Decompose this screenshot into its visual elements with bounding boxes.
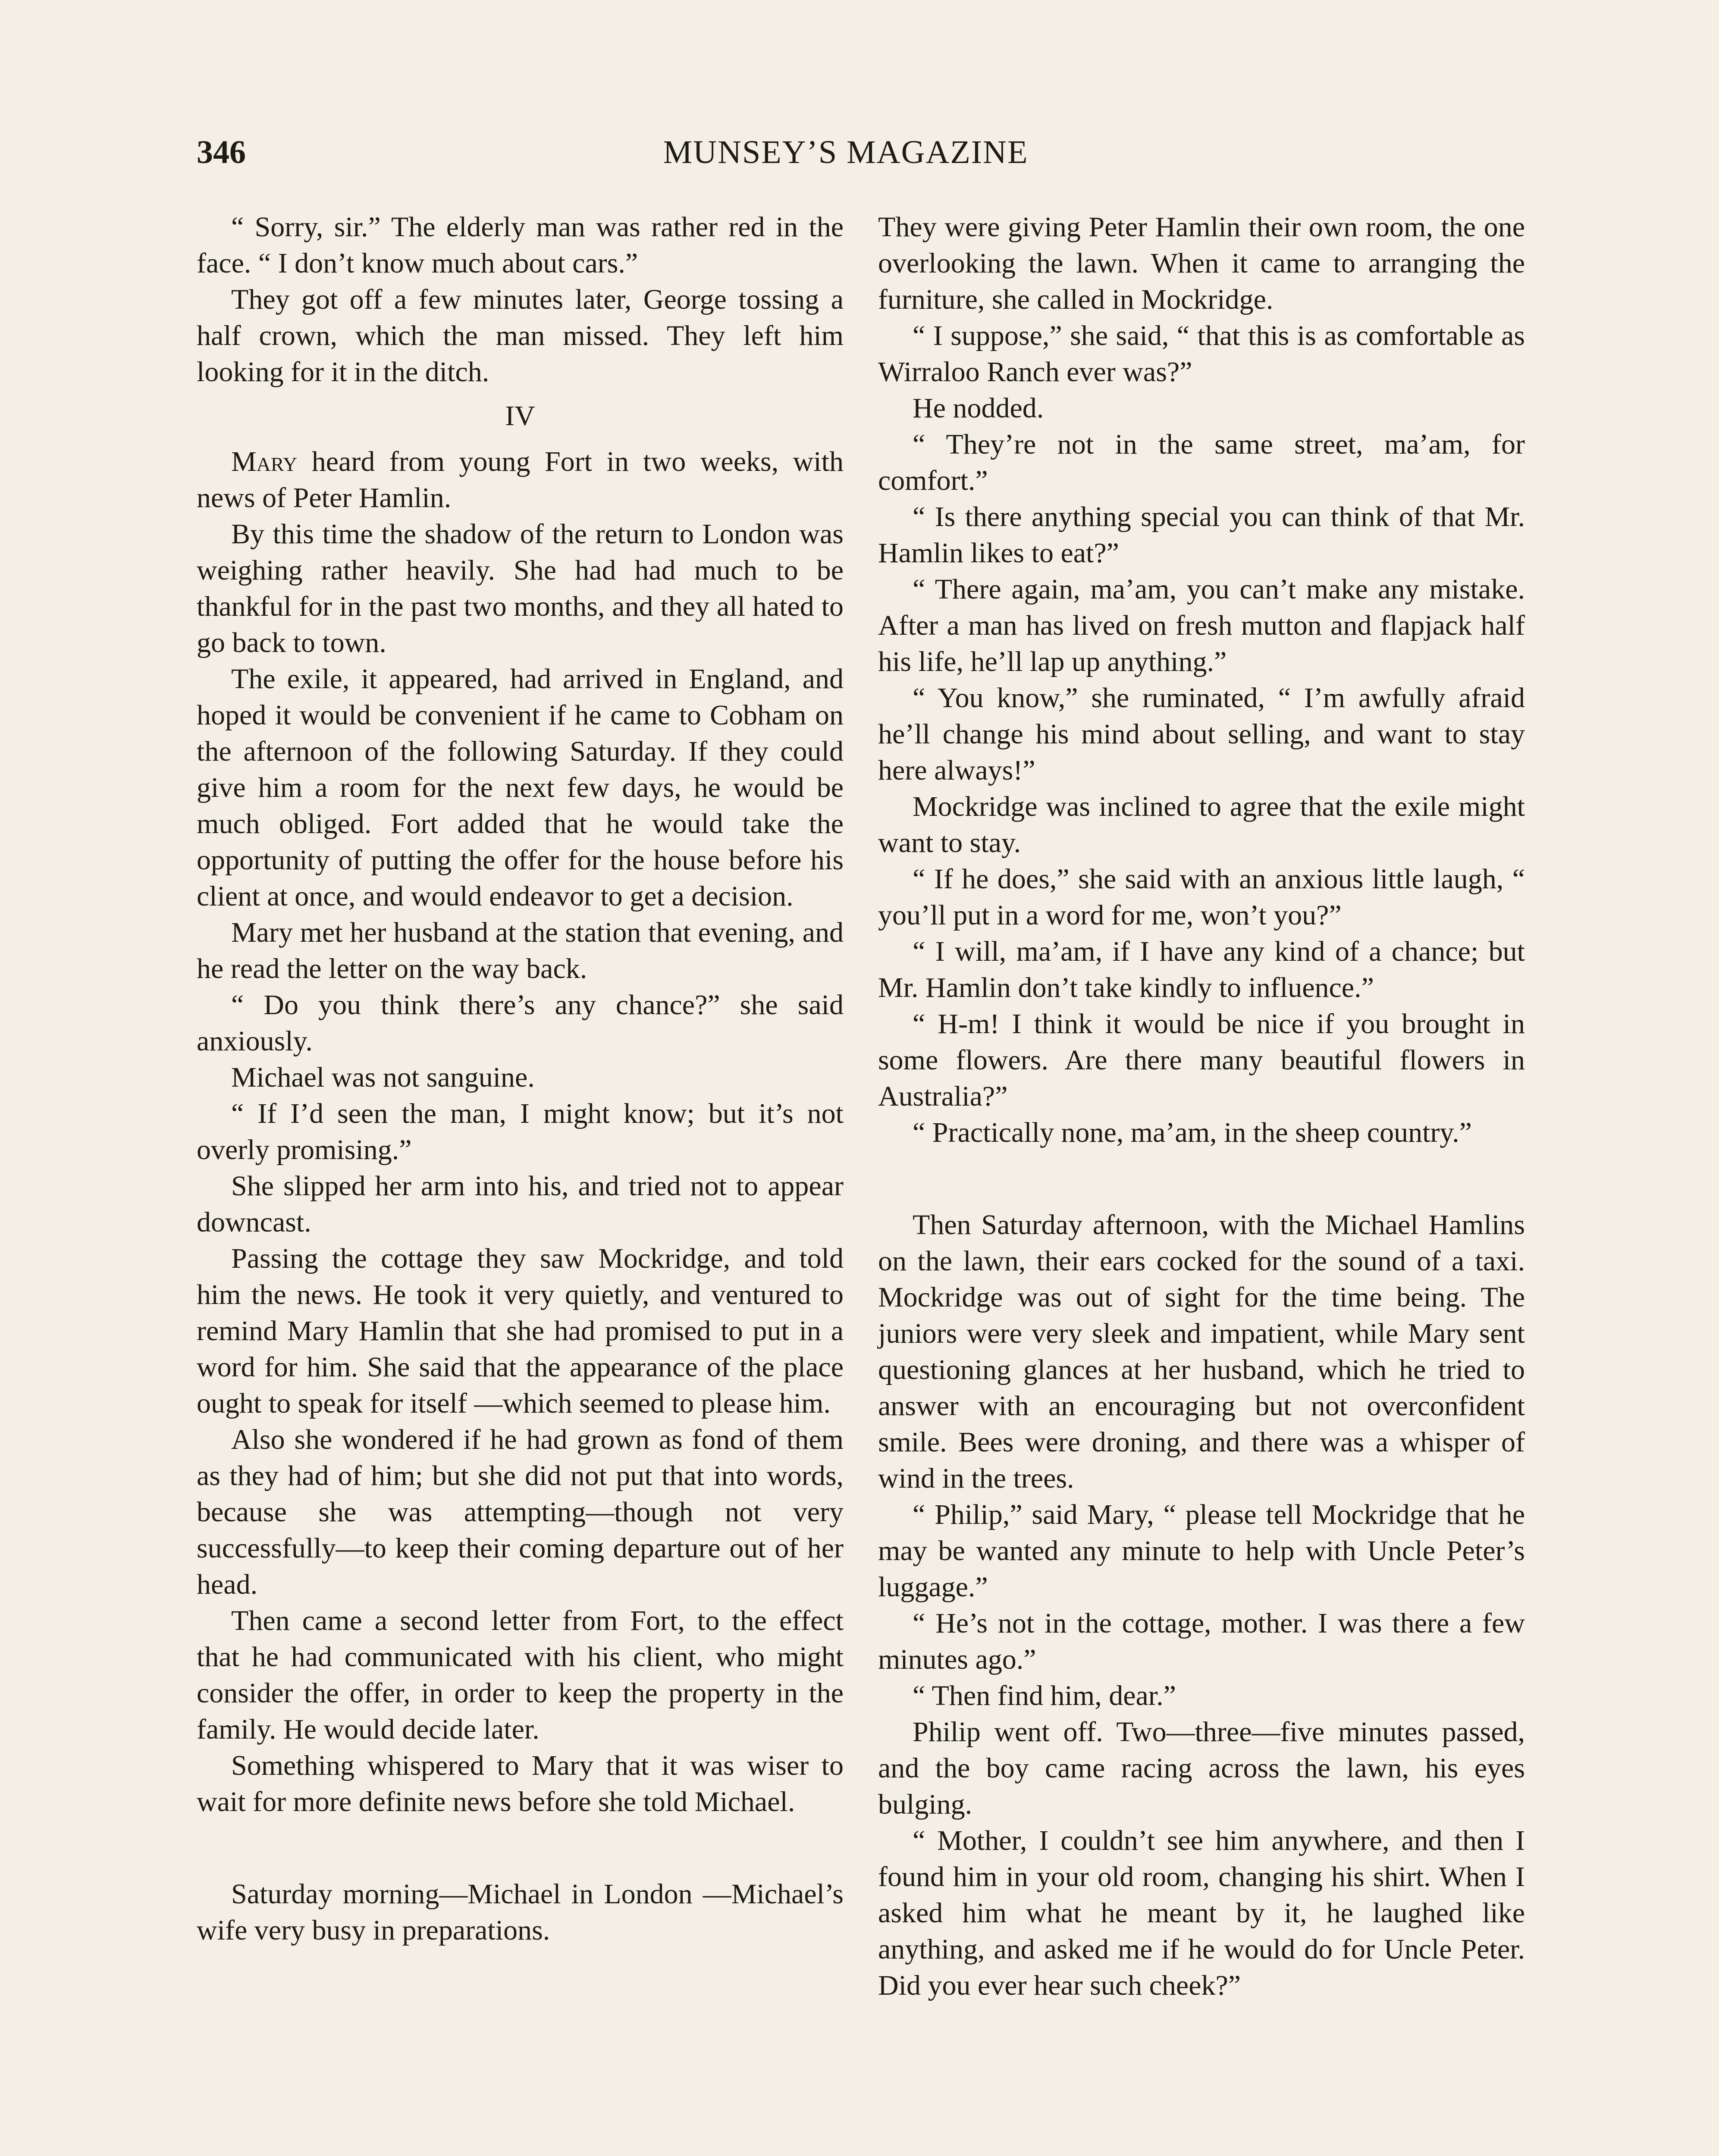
paragraph: Also she wondered if he had grown as fond of them as they had of him; but she did not put that into words, because she was attempting—though not very successfully—to keep their coming departure out of her head. — [197, 1424, 844, 1600]
paragraph — [197, 444, 844, 516]
paragraph: “ They’re not in the same street, ma’am, for comfort.” — [878, 429, 1525, 496]
lead-word: Mary — [231, 446, 298, 477]
paragraph: “ Mother, I couldn’t see him anywhere, and then I found him in your old room, changing his shirt. When I asked him what he meant by it, he laughed like anything, and asked me if he would do for Uncle Peter. Did you ever hear such cheek?” — [878, 1825, 1525, 2001]
paragraph: Michael was not sanguine. — [231, 1062, 535, 1093]
paragraph: “ Then find him, dear.” — [913, 1680, 1176, 1711]
paragraph: The exile, it appeared, had arrived in England, and hoped it would be convenient if he came to Cobham on the afternoon of the following Saturday. If they could give him a room for the next few days, he would be much obliged. Fort added that he would take the opportunity of putting the offer for the house before his client at once, and would endeavor to get a decision. — [197, 663, 844, 912]
right-column — [878, 209, 1525, 2004]
paragraph: “ There again, ma’am, you can’t make any mistake. After a man has lived on fresh mutton and flapjack half his life, he’ll lap up anything.” — [878, 573, 1525, 677]
paragraph: Saturday morning—Michael in London —Michael’s wife very busy in preparations. — [197, 1878, 844, 1946]
paragraph: “ If I’d seen the man, I might know; but it’s not overly promising.” — [197, 1098, 844, 1166]
paragraph: “ Do you think there’s any chance?” she said anxiously. — [197, 989, 844, 1057]
paragraph: “ He’s not in the cottage, mother. I was there a few minutes ago.” — [878, 1608, 1525, 1675]
left-column — [197, 209, 844, 1949]
page-header — [197, 134, 1495, 181]
paragraph: “ Sorry, sir.” The elderly man was rather red in the face. “ I don’t know much about cars.” — [197, 211, 844, 279]
paragraph: Then came a second letter from Fort, to the effect that he had communicated with his client, who might consider the offer, in order to keep the property in the family. He would decide later. — [197, 1605, 844, 1745]
paragraph: “ H-m! I think it would be nice if you brought in some flowers. Are there many beautiful flowers in Australia?” — [878, 1008, 1525, 1112]
paragraph: By this time the shadow of the return to London was weighing rather heavily. She had had much to be thankful for in the past two months, and they all hated to go back to town. — [197, 518, 844, 658]
paragraph: “ Practically none, ma’am, in the sheep country.” — [913, 1117, 1472, 1148]
paragraph: Something whispered to Mary that it was wiser to wait for more definite news before she told Michael. — [197, 1750, 844, 1818]
paragraph: “ If he does,” she said with an anxious little laugh, “ you’ll put in a word for me, won’t you?” — [878, 863, 1525, 931]
paragraph-text: heard from young Fort in two weeks, with news of Peter Hamlin. — [197, 446, 844, 514]
running-title: MUNSEY’S MAGAZINE — [663, 134, 1029, 170]
paragraph: He nodded. — [913, 392, 1044, 424]
section-heading: IV — [505, 400, 535, 432]
paragraph: “ I will, ma’am, if I have any kind of a chance; but Mr. Hamlin don’t take kindly to influence.” — [878, 936, 1525, 1003]
paragraph: They were giving Peter Hamlin their own room, the one overlooking the lawn. When it came to arranging the furniture, she called in Mockridge. — [878, 211, 1525, 315]
paragraph: Passing the cottage they saw Mockridge, and told him the news. He took it very quietly, and ventured to remind Mary Hamlin that she had promised to put in a word for him. She said that the appearance of the place ought to speak for itself —which seemed to please him. — [197, 1243, 844, 1419]
paragraph: Then Saturday afternoon, with the Michael Hamlins on the lawn, their ears cocked for the sound of a taxi. Mockridge was out of sight for the time being. The juniors were very sleek and impatient, while Mary sent questioning glances at her husband, which he tried to answer with an encouraging but not overconfident smile. Bees were droning, and there was a whisper of wind in the trees. — [878, 1209, 1525, 1494]
paragraph: “ Philip,” said Mary, “ please tell Mockridge that he may be wanted any minute to help with Uncle Peter’s luggage.” — [878, 1499, 1525, 1603]
paragraph: She slipped her arm into his, and tried not to appear downcast. — [197, 1170, 844, 1238]
paragraph: “ You know,” she ruminated, “ I’m awfully afraid he’ll change his mind about selling, and want to stay here always!” — [878, 682, 1525, 786]
paragraph: “ I suppose,” she said, “ that this is as comfortable as Wirraloo Ranch ever was?” — [878, 320, 1525, 388]
paragraph: Mockridge was inclined to agree that the exile might want to stay. — [878, 791, 1525, 859]
page-number: 346 — [197, 134, 246, 170]
paragraph: “ Is there anything special you can think of that Mr. Hamlin likes to eat?” — [878, 501, 1525, 569]
paragraph: Mary met her husband at the station that evening, and he read the letter on the way back. — [197, 917, 844, 984]
paragraph: They got off a few minutes later, George tossing a half crown, which the man missed. They left him looking for it in the ditch. — [197, 284, 844, 388]
paragraph: Philip went off. Two—three—five minutes passed, and the boy came racing across the lawn, his eyes bulging. — [878, 1716, 1525, 1820]
